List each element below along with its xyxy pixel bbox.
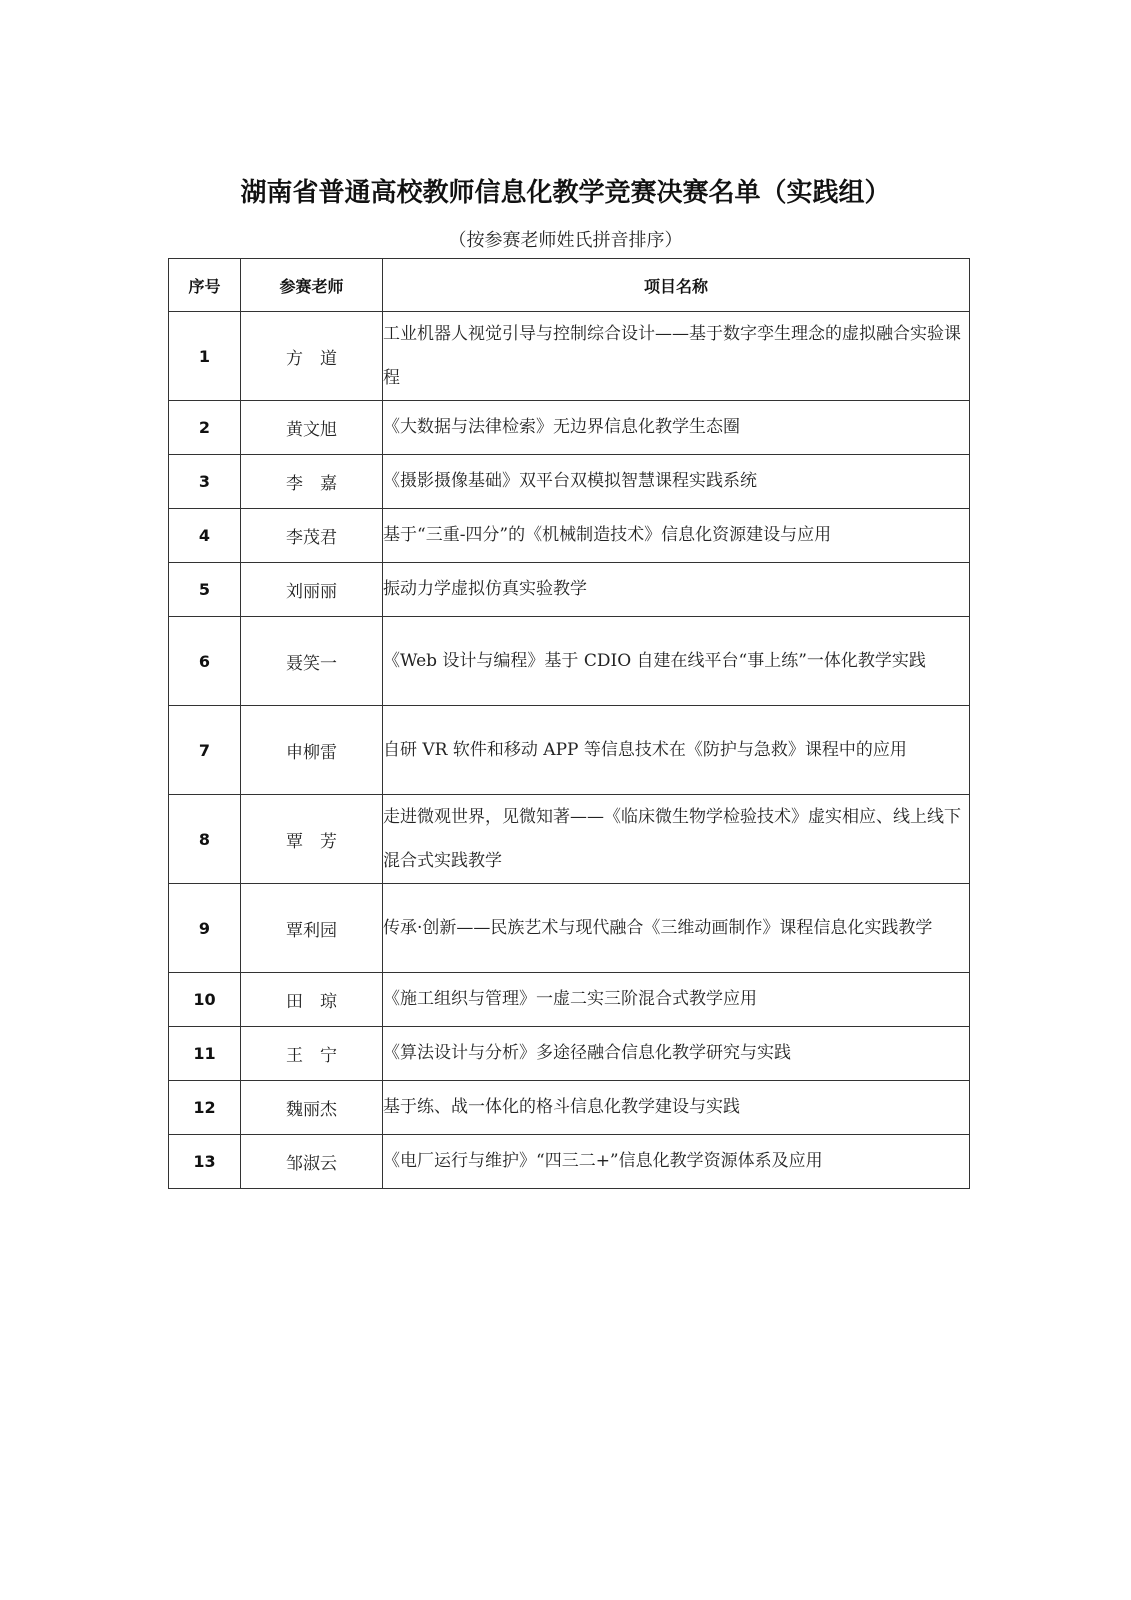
row-number: 8 xyxy=(169,795,241,884)
project-name: 《摄影摄像基础》双平台双模拟智慧课程实践系统 xyxy=(383,455,970,509)
project-name: 《大数据与法律检索》无边界信息化教学生态圈 xyxy=(383,401,970,455)
table-row xyxy=(169,617,970,706)
table-row xyxy=(169,563,970,617)
header-project: 项目名称 xyxy=(383,259,970,312)
table-row xyxy=(169,1135,970,1189)
teacher-name: 刘丽丽 xyxy=(241,563,383,617)
table-row xyxy=(169,455,970,509)
finalist-table xyxy=(168,258,970,1189)
teacher-name: 魏丽杰 xyxy=(241,1081,383,1135)
project-name: 基于“三重-四分”的《机械制造技术》信息化资源建设与应用 xyxy=(383,509,970,563)
table-body xyxy=(169,312,970,1189)
teacher-name: 邹淑云 xyxy=(241,1135,383,1189)
table-row xyxy=(169,795,970,884)
project-name: 工业机器人视觉引导与控制综合设计——基于数字孪生理念的虚拟融合实验课程 xyxy=(383,312,970,401)
row-number: 11 xyxy=(169,1027,241,1081)
teacher-name: 聂笑一 xyxy=(241,617,383,706)
row-number: 5 xyxy=(169,563,241,617)
table-header-row xyxy=(169,259,970,312)
teacher-name: 李茂君 xyxy=(241,509,383,563)
table-row xyxy=(169,706,970,795)
project-name: 《算法设计与分析》多途径融合信息化教学研究与实践 xyxy=(383,1027,970,1081)
table-row xyxy=(169,401,970,455)
project-name: 《施工组织与管理》一虚二实三阶混合式教学应用 xyxy=(383,973,970,1027)
teacher-name: 覃 芳 xyxy=(241,795,383,884)
teacher-name: 田 琼 xyxy=(241,973,383,1027)
table-row xyxy=(169,1027,970,1081)
document-title: 湖南省普通高校教师信息化教学竞赛决赛名单（实践组） xyxy=(240,178,891,208)
teacher-name: 覃利园 xyxy=(241,884,383,973)
row-number: 9 xyxy=(169,884,241,973)
table-row xyxy=(169,312,970,401)
row-number: 10 xyxy=(169,973,241,1027)
teacher-name: 黄文旭 xyxy=(241,401,383,455)
row-number: 12 xyxy=(169,1081,241,1135)
header-no: 序号 xyxy=(169,259,241,312)
row-number: 3 xyxy=(169,455,241,509)
teacher-name: 王 宁 xyxy=(241,1027,383,1081)
row-number: 4 xyxy=(169,509,241,563)
table-row xyxy=(169,973,970,1027)
document-subtitle: （按参赛老师姓氏拼音排序） xyxy=(448,230,683,251)
project-name: 《Web 设计与编程》基于 CDIO 自建在线平台“事上练”一体化教学实践 xyxy=(383,617,970,706)
row-number: 1 xyxy=(169,312,241,401)
teacher-name: 方 道 xyxy=(241,312,383,401)
teacher-name: 申柳雷 xyxy=(241,706,383,795)
header-teacher: 参赛老师 xyxy=(241,259,383,312)
row-number: 13 xyxy=(169,1135,241,1189)
row-number: 6 xyxy=(169,617,241,706)
row-number: 2 xyxy=(169,401,241,455)
project-name: 基于练、战一体化的格斗信息化教学建设与实践 xyxy=(383,1081,970,1135)
project-name: 传承·创新——民族艺术与现代融合《三维动画制作》课程信息化实践教学 xyxy=(383,884,970,973)
teacher-name: 李 嘉 xyxy=(241,455,383,509)
project-name: 走进微观世界，见微知著——《临床微生物学检验技术》虚实相应、线上线下混合式实践教学 xyxy=(383,795,970,884)
project-name: 振动力学虚拟仿真实验教学 xyxy=(383,563,970,617)
table-row xyxy=(169,884,970,973)
row-number: 7 xyxy=(169,706,241,795)
table-row xyxy=(169,1081,970,1135)
table-row xyxy=(169,509,970,563)
project-name: 《电厂运行与维护》“四三二+”信息化教学资源体系及应用 xyxy=(383,1135,970,1189)
project-name: 自研 VR 软件和移动 APP 等信息技术在《防护与急救》课程中的应用 xyxy=(383,706,970,795)
